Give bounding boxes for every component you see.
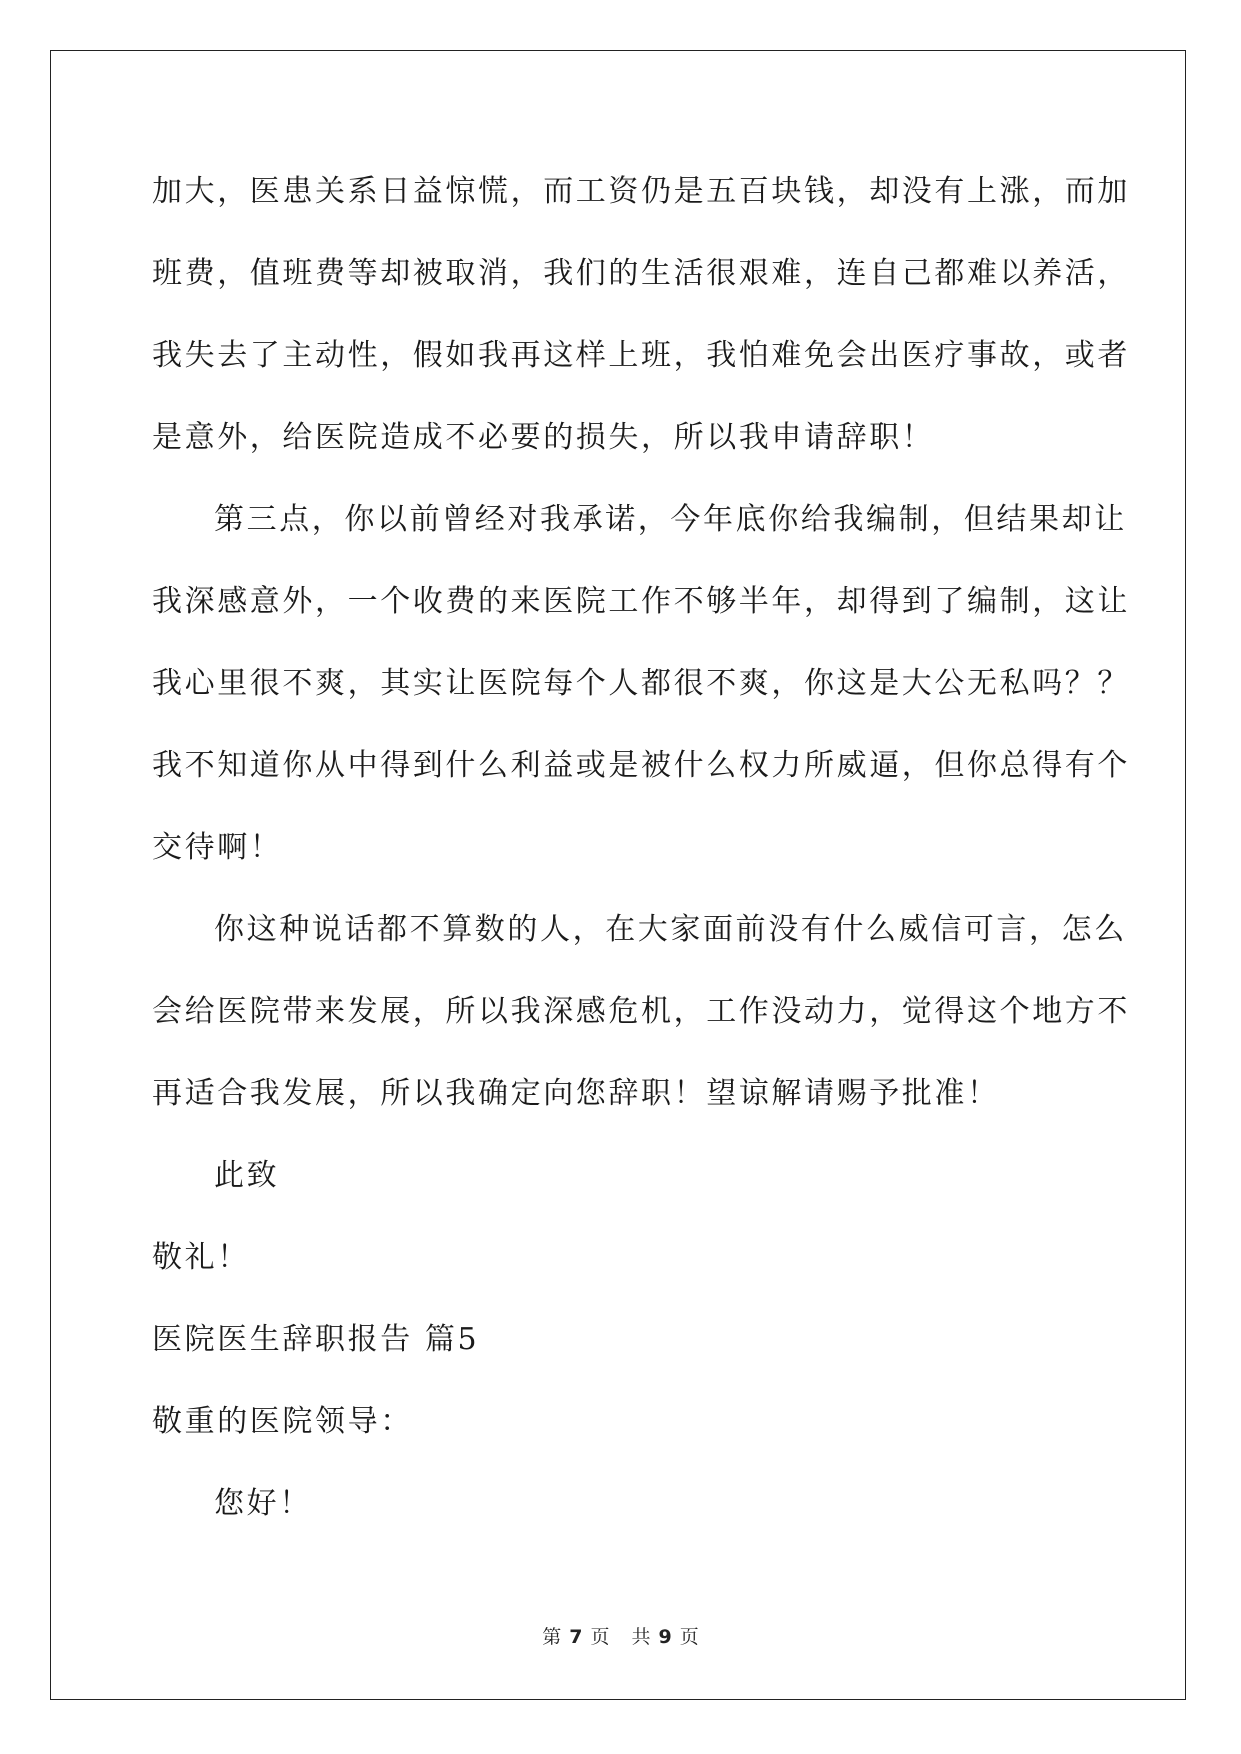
section-heading: 医院医生辞职报告 篇5: [152, 1322, 480, 1357]
text-line: 我不知道你从中得到什么利益或是被什么权力所威逼，但你总得有个: [152, 748, 1130, 783]
closing-salutation: 此致: [214, 1158, 280, 1193]
text-line: 班费，值班费等却被取消，我们的生活很艰难，连自己都难以养活，: [152, 256, 1130, 291]
closing-regards: 敬礼！: [152, 1240, 250, 1275]
page-suffix: 页: [590, 1626, 610, 1648]
text-line: 我心里很不爽，其实让医院每个人都很不爽，你这是大公无私吗？？: [152, 666, 1130, 701]
text-line: 会给医院带来发展，所以我深感危机，工作没动力，觉得这个地方不: [152, 994, 1130, 1029]
page-indicator: [538, 1626, 613, 1648]
text-line: 交待啊！: [152, 830, 283, 865]
current-page-number: 7: [569, 1626, 583, 1648]
page-prefix: 第: [542, 1626, 562, 1648]
letter-addressee: 敬重的医院领导：: [152, 1404, 413, 1439]
text-line: 再适合我发展，所以我确定向您辞职！望谅解请赐予批准！: [152, 1076, 1000, 1111]
document-body: [152, 162, 1130, 1556]
text-line: 加大，医患关系日益惊慌，而工资仍是五百块钱，却没有上涨，而加: [152, 174, 1130, 209]
text-line: 我深感意外，一个收费的来医院工作不够半年，却得到了编制，这让: [152, 584, 1130, 619]
text-line: 我失去了主动性，假如我再这样上班，我怕难免会出医疗事故，或者: [152, 338, 1130, 373]
total-prefix: 共: [631, 1626, 651, 1648]
text-line: 你这种说话都不算数的人，在大家面前没有什么威信可言，怎么: [214, 912, 1127, 947]
page-footer: [0, 1622, 1241, 1649]
total-pages-number: 9: [658, 1626, 672, 1648]
total-suffix: 页: [679, 1626, 699, 1648]
text-line: 是意外，给医院造成不必要的损失，所以我申请辞职！: [152, 420, 935, 455]
total-pages-indicator: [628, 1626, 703, 1648]
text-line: 第三点，你以前曾经对我承诺，今年底你给我编制，但结果却让: [214, 502, 1127, 537]
letter-greeting: 您好！: [214, 1486, 312, 1521]
